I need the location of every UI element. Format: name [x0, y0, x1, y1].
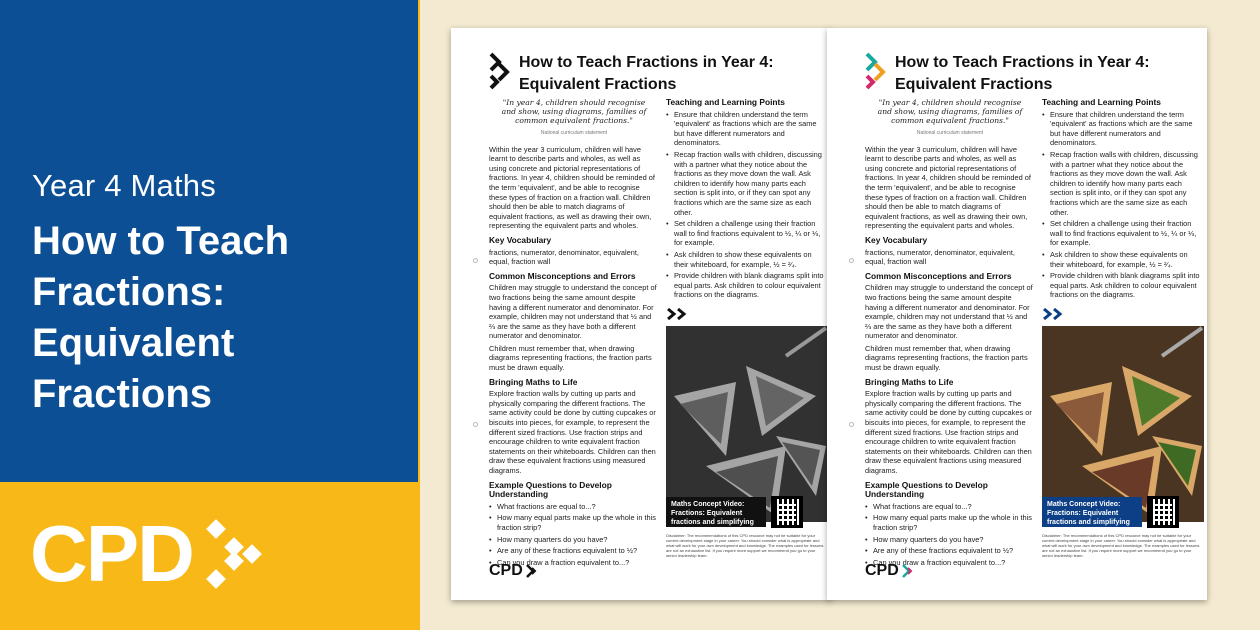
- list-item: • Set children a challenge using their fraction wall to find fractions equivalent to ½, ¼ or ⅓, for example.: [1042, 219, 1204, 248]
- banner-text: [32, 168, 372, 420]
- banner-divider: [418, 0, 420, 482]
- list-item: • What fractions are equal to...?: [865, 502, 1035, 512]
- list-item: • Provide children with blank diagrams split into equal parts. Ask children to colour equivalent fractions on the diagrams.: [1042, 271, 1204, 300]
- list-item: • Ensure that children understand the term 'equivalent' as fractions which are the same but have different numerators and denominators.: [1042, 110, 1204, 148]
- list-item: • Recap fraction walls with children, discussing with a partner what they notice about the fractions as they move down the wall. Ask children to identify how many parts each section is split into, or if they can spot any fractions which are the same size as each other.: [1042, 150, 1204, 217]
- questions-list: [489, 502, 659, 568]
- document-left-column: [489, 98, 659, 569]
- life-heading: Bringing Maths to Life: [489, 376, 578, 387]
- document-title: How to Teach Fractions in Year 4: Equivalent Fractions: [519, 54, 774, 93]
- list-item: • How many equal parts make up the whole in this fraction strip?: [489, 513, 659, 532]
- footer-logo-text: CPD: [865, 562, 899, 579]
- banner-title: How to Teach Fractions: Equivalent Fractions: [32, 219, 290, 416]
- footer-logo-text: CPD: [489, 562, 523, 579]
- document-right-column: [666, 98, 828, 522]
- quote-source: National curriculum statement: [916, 130, 984, 136]
- chevron-logo-icon: [205, 514, 269, 594]
- document-right-column: [1042, 98, 1204, 522]
- misconceptions-text-2: Children must remember that, when drawing diagrams representing fractions, the fraction parts must be drawn equally.: [865, 343, 1028, 373]
- document-preview-color: [827, 28, 1207, 600]
- binder-hole: [473, 258, 478, 263]
- list-item: • Ask children to show these equivalents on their whiteboard, for example, ½ = ²⁄₄.: [666, 250, 828, 269]
- list-item: • Can you draw a fraction equivalent to...?: [489, 558, 659, 568]
- misconceptions-heading: Common Misconceptions and Errors: [489, 270, 636, 281]
- list-item: • Set children a challenge using their fraction wall to find fractions equivalent to ½, ¼ or ⅓, for example.: [666, 219, 828, 248]
- binder-hole: [849, 258, 854, 263]
- list-item: • Are any of these fractions equivalent to ½?: [489, 546, 659, 556]
- vocab-heading: Key Vocabulary: [865, 234, 928, 245]
- list-item: • How many equal parts make up the whole in this fraction strip?: [865, 513, 1035, 532]
- life-text: Explore fraction walls by cutting up parts and physically comparing the different fractions. The same activity could be done by cutting cupcakes or biscuits into pieces, for example, to represent the different sized fractions. Use fraction strips and encourage children to write equivalent fraction statements on their whiteboards. Children can then draw these equivalent fractions using measured diagrams.: [865, 389, 1032, 475]
- misconceptions-text: Children may struggle to understand the concept of two fractions being the same amount despite having a different numerator and denominator. For example, children may not understand that ½ and ⅔ are the same as they have both a different numerator and denominator.: [489, 283, 657, 341]
- pizza-photo: [1042, 326, 1204, 522]
- pizza-photo: [666, 326, 828, 522]
- footer-logo: [865, 562, 915, 580]
- questions-heading: Example Questions to Develop Understanding: [489, 479, 612, 500]
- chevron-header-icon: [865, 52, 889, 92]
- banner-yellow-panel: [0, 482, 420, 630]
- chevron-header-icon: [489, 52, 513, 92]
- chevron-divider-icon: [666, 308, 692, 320]
- curriculum-quote: "In year 4, children should recognise and show, using diagrams, families of common equivalent fractions.": [501, 98, 647, 125]
- list-item: • Are any of these fractions equivalent to ½?: [865, 546, 1035, 556]
- points-heading: Teaching and Learning Points: [666, 97, 785, 107]
- list-item: • How many quarters do you have?: [865, 535, 1035, 545]
- questions-list: [865, 502, 1035, 568]
- life-heading: Bringing Maths to Life: [865, 376, 954, 387]
- quote-source: National curriculum statement: [540, 130, 608, 136]
- binder-hole: [849, 422, 854, 427]
- points-heading: Teaching and Learning Points: [1042, 97, 1161, 107]
- list-item: • Ask children to show these equivalents on their whiteboard, for example, ½ = ²⁄₄.: [1042, 250, 1204, 269]
- list-item: • What fractions are equal to...?: [489, 502, 659, 512]
- document-left-column: [865, 98, 1035, 569]
- vocab-text: fractions, numerator, denominator, equivalent, equal, fraction wall: [865, 247, 1015, 267]
- qr-code: [771, 496, 803, 528]
- qr-code: [1147, 496, 1179, 528]
- disclaimer-text: Disclaimer: The recommendations of this CPD resource may not be suitable for your current development stage in your career. You should consider what is appropriate and what will work for your own development and knowledge. The examples used for lessons are not an exhaustive list. If you require more support we recommend you go to your senior leadership team.: [666, 533, 824, 558]
- chevron-footer-icon: [901, 563, 915, 579]
- list-item: • Recap fraction walls with children, discussing with a partner what they notice about the fractions as they move down the wall. Ask children to identify how many parts each section is split into, or if they can spot any fractions which are the same size as each other.: [666, 150, 828, 217]
- chevron-divider-icon: [1042, 308, 1068, 320]
- document-preview-grayscale: [451, 28, 831, 600]
- disclaimer-text: Disclaimer: The recommendations of this CPD resource may not be suitable for your current development stage in your career. You should consider what is appropriate and what will work for your own development and knowledge. The examples used for lessons are not an exhaustive list. If you require more support we recommend you go to your senior leadership team.: [1042, 533, 1200, 558]
- list-item: • How many quarters do you have?: [489, 535, 659, 545]
- chevron-footer-icon: [525, 563, 539, 579]
- banner-subtitle: Year 4 Maths: [32, 168, 216, 203]
- vocab-heading: Key Vocabulary: [489, 234, 552, 245]
- footer-logo: [489, 562, 539, 580]
- binder-hole: [473, 422, 478, 427]
- misconceptions-heading: Common Misconceptions and Errors: [865, 270, 1012, 281]
- intro-text: Within the year 3 curriculum, children will have learnt to describe parts and wholes, as well as using concrete and pictorial representations of fractions. In year 4, children should be reminded of the term 'equivalent', and be able to recognise these types of fraction on a fraction wall. Children should then be able to match diagrams of equivalent fractions, as well as drawing their own, representing the equivalent parts and wholes.: [865, 144, 1031, 231]
- list-item: • Ensure that children understand the term 'equivalent' as fractions which are the same but have different numerators and denominators.: [666, 110, 828, 148]
- life-text: Explore fraction walls by cutting up parts and physically comparing the different fractions. The same activity could be done by cutting cupcakes or biscuits into pieces, for example, to represent the different sized fractions. Use fraction strips and encourage children to write equivalent fraction statements on their whiteboards. Children can then draw these equivalent fractions using measured diagrams.: [489, 389, 656, 475]
- banner-blue-panel: [0, 0, 420, 482]
- points-list: [1042, 110, 1204, 300]
- misconceptions-text: Children may struggle to understand the concept of two fractions being the same amount despite having a different numerator and denominator. For example, children may not understand that ½ and ⅔ are the same as they have both a different numerator and denominator.: [865, 283, 1033, 341]
- list-item: • Can you draw a fraction equivalent to...?: [865, 558, 1035, 568]
- video-link-button[interactable]: Maths Concept Video: Fractions: Equivalent fractions and simplifying: [666, 497, 766, 527]
- video-link-button[interactable]: Maths Concept Video: Fractions: Equivalent fractions and simplifying: [1042, 497, 1142, 527]
- questions-heading: Example Questions to Develop Understanding: [865, 479, 988, 500]
- list-item: • Provide children with blank diagrams split into equal parts. Ask children to colour equivalent fractions on the diagrams.: [666, 271, 828, 300]
- cpd-logo: [30, 508, 269, 600]
- document-title: How to Teach Fractions in Year 4: Equivalent Fractions: [895, 54, 1150, 93]
- misconceptions-text-2: Children must remember that, when drawing diagrams representing fractions, the fraction parts must be drawn equally.: [489, 343, 652, 373]
- cpd-logo-text: CPD: [30, 509, 193, 598]
- intro-text: Within the year 3 curriculum, children will have learnt to describe parts and wholes, as well as using concrete and pictorial representations of fractions. In year 4, children should be reminded of the term 'equivalent', and be able to recognise these types of fraction on a fraction wall. Children should then be able to match diagrams of equivalent fractions, as well as drawing their own, representing the equivalent parts and wholes.: [489, 144, 655, 231]
- vocab-text: fractions, numerator, denominator, equivalent, equal, fraction wall: [489, 247, 639, 267]
- points-list: [666, 110, 828, 300]
- curriculum-quote: "In year 4, children should recognise and show, using diagrams, families of common equivalent fractions.": [877, 98, 1023, 125]
